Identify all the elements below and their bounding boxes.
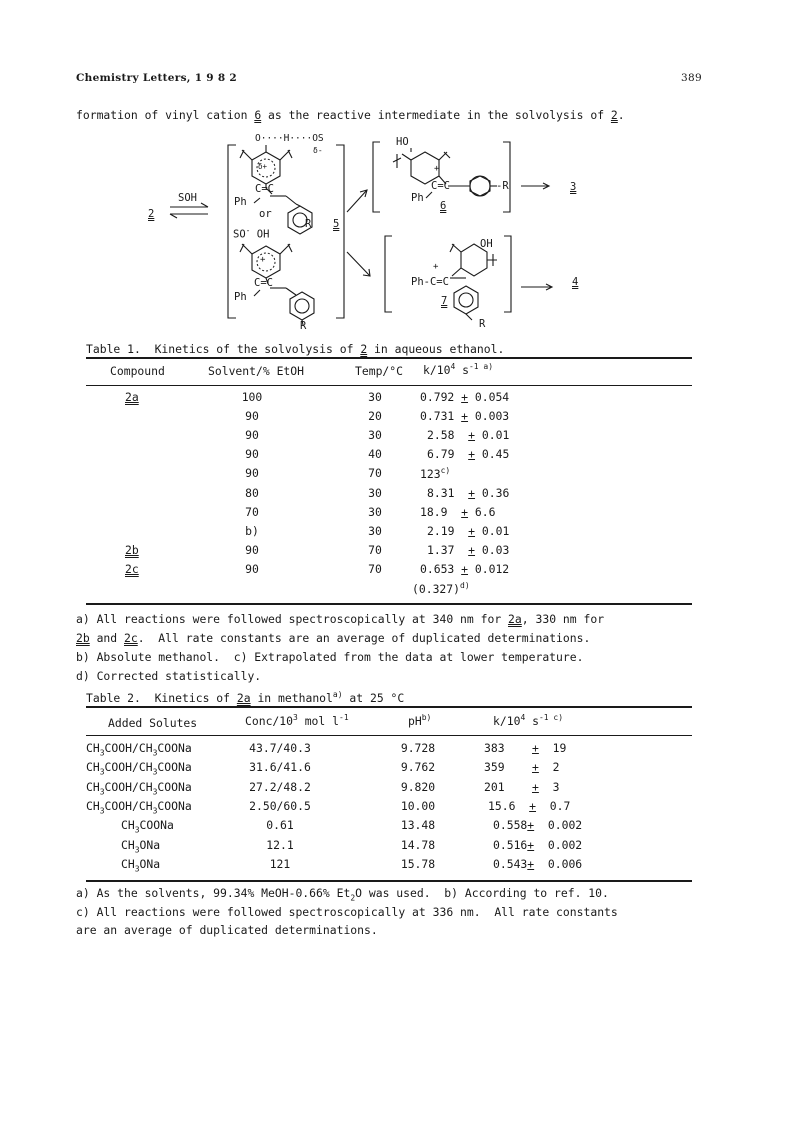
table1-cell-k: 8.31 + 0.36 <box>427 485 510 500</box>
table2-cell-k: 359 + 2 <box>484 760 560 775</box>
table1-cell-temp: 30 <box>368 428 382 443</box>
table1-note-3: b) Absolute methanol. c) Extrapolated from the data at lower temperature. <box>76 650 584 664</box>
table2-header-rule <box>86 735 692 736</box>
scheme-product-4: 4 <box>572 276 579 288</box>
table2-cell-ph: 14.78 <box>400 837 436 852</box>
table1-cell-temp: 30 <box>368 390 382 404</box>
table1-cell-solvent: 90 <box>245 447 259 462</box>
table1-header-k: $k/10^4$ $s^{-1 a)}$ <box>423 362 494 377</box>
table2-cell-solutes: $CH_3ONa$ <box>121 856 161 874</box>
table1-cell-k: 2.19 + 0.01 <box>427 523 510 538</box>
intro-ref-2: 2 <box>610 108 618 122</box>
table2-cell-conc: 0.61 <box>266 818 294 833</box>
table1-cell-compound: 2b <box>125 542 139 557</box>
journal-header: Chemistry Letters, 1 9 8 2 <box>76 72 238 84</box>
table2-header-k: $k/10^4$ $s^{-1 c)}$ <box>493 713 564 728</box>
reaction-scheme <box>0 0 793 340</box>
table2-top-rule <box>86 706 692 708</box>
table2-cell-ph: 9.728 <box>400 741 436 755</box>
scheme-cc-3: C=C- <box>431 180 457 192</box>
intro-before: formation of vinyl cation <box>76 108 255 122</box>
table2-cell-k: 15.6 + 0.7 <box>488 798 571 813</box>
table2-cell-solutes: $CH_3COOH/CH_3COONa$ <box>86 741 192 758</box>
table2-header-ph: $pH^{b)}$ <box>408 713 432 728</box>
scheme-plus-2: + <box>434 164 440 174</box>
scheme-label-7: 7 <box>441 295 448 307</box>
table1-bottom-rule <box>86 603 692 605</box>
table1-cell-solvent: 90 <box>245 428 259 443</box>
table2-cell-ph: 13.48 <box>400 818 436 833</box>
scheme-delta-plus: δ+ <box>258 162 268 171</box>
table1-header-rule <box>86 385 692 386</box>
table1-cell-temp: 70 <box>368 561 382 576</box>
table2-cell-k: 0.543+ 0.006 <box>493 856 583 871</box>
table1-cell-solvent: 90 <box>245 409 259 424</box>
table1-cell-compound: 2a <box>125 390 139 404</box>
table1-header-compound: Compound <box>110 364 165 378</box>
scheme-r-4: -R <box>496 180 509 192</box>
table1-cell-temp: 40 <box>368 447 382 462</box>
table2-note-3: are an average of duplicated determinations. <box>76 923 378 937</box>
table2-cell-conc: 121 <box>269 856 291 871</box>
table1-cell-solvent: b) <box>245 523 259 538</box>
scheme-drawing <box>0 0 793 340</box>
table2-caption: Table 2. Kinetics of 2a in methanol$^{a)}$ at 25 °C <box>86 690 405 705</box>
table2-cell-solutes: $CH_3COOH/CH_3COONa$ <box>86 779 192 796</box>
table1-cell-solvent: 90 <box>245 542 259 557</box>
table1-cell-temp: 30 <box>368 523 382 538</box>
scheme-r-2: R <box>300 320 307 332</box>
scheme-or: or <box>259 208 272 220</box>
table2-cell-conc: 43.7/40.3 <box>249 741 311 755</box>
scheme-plus-3: + <box>433 262 439 272</box>
table1-cell-solvent: 80 <box>245 485 259 500</box>
table1-note-1: a) All reactions were followed spectroscopically at 340 nm for 2a, 330 nm for <box>76 612 605 626</box>
table1-cell-temp: 30 <box>368 485 382 500</box>
intro-ref-6: 6 <box>254 108 262 122</box>
scheme-label-6: 6 <box>440 200 447 212</box>
table1-cell-k: 0.731 + 0.003 <box>420 409 510 424</box>
table1-cell-k: 123$^{c)}$ <box>420 466 451 482</box>
table1-cell-temp: 70 <box>368 542 382 557</box>
table1-cell-solvent: 90 <box>245 466 259 481</box>
scheme-cc-1: C=C <box>255 183 274 195</box>
table1-cell-temp: 30 <box>368 504 382 519</box>
scheme-ph-c-c: Ph-C=C <box>411 276 449 288</box>
table2-header-conc: Conc/$10^3$ mol $l^{-1}$ <box>245 713 349 728</box>
table2-note-2: c) All reactions were followed spectroscopically at 336 nm. All rate constants <box>76 905 618 919</box>
table2-cell-k: 383 + 19 <box>484 741 567 755</box>
scheme-ph-2: Ph <box>234 291 247 303</box>
table1-note-2: 2b and 2c. All rate constants are an average of duplicated determinations. <box>76 631 591 645</box>
scheme-oh: OH <box>480 238 493 250</box>
scheme-r-1: R <box>305 218 312 230</box>
table2-cell-conc: 12.1 <box>266 837 294 852</box>
scheme-reagent-soh: SOH <box>178 192 197 204</box>
table1-cell-temp: 20 <box>368 409 382 424</box>
intro-middle: as the reactive intermediate in the solvolysis of <box>261 108 611 122</box>
table2-cell-solutes: $CH_3COONa$ <box>121 818 174 835</box>
scheme-ph-3: Ph <box>411 192 424 204</box>
table1-cell-k: $(0.327)^{d)}$ <box>412 581 470 596</box>
table1-cell-solvent: 70 <box>245 504 259 519</box>
table2-cell-conc: 27.2/48.2 <box>249 779 311 794</box>
table1-cell-solvent: 100 <box>241 390 263 404</box>
table2-cell-ph: 9.820 <box>400 779 436 794</box>
table1-header-temp: Temp/°C <box>355 364 404 378</box>
table2-cell-solutes: $CH_3ONa$ <box>121 837 161 854</box>
table1-cell-compound: 2c <box>125 561 139 576</box>
table1-note-4: d) Corrected statistically. <box>76 669 262 683</box>
table1-top-rule <box>86 357 692 359</box>
intro-after: . <box>617 108 625 122</box>
table1-cell-solvent: 90 <box>245 561 259 576</box>
scheme-ho: HO <box>396 136 409 148</box>
table2-cell-solutes: $CH_3COOH/CH_3COONa$ <box>86 798 192 816</box>
table2-cell-k: 201 + 3 <box>484 779 560 794</box>
table1-header-solvent: Solvent/% EtOH <box>208 364 305 378</box>
table2-cell-conc: 31.6/41.6 <box>249 760 311 775</box>
scheme-product-3: 3 <box>570 181 577 193</box>
table1-cell-k: 2.58 + 0.01 <box>427 428 510 443</box>
scheme-reactant-2: 2 <box>148 208 155 220</box>
table2-cell-ph: 10.00 <box>400 798 436 813</box>
scheme-so-oh: SO- OH <box>233 226 270 241</box>
table1-cell-k: 0.792 + 0.054 <box>420 390 510 404</box>
table2-note-1: a) As the solvents, 99.34% MeOH-0.66% $Et_2O$ was used. b) According to ref. 10. <box>76 886 609 903</box>
scheme-ph-1: Ph <box>234 196 247 208</box>
table2-cell-k: 0.516+ 0.002 <box>493 837 583 852</box>
scheme-cc-2: C=C <box>254 277 273 289</box>
table2-cell-ph: 9.762 <box>400 760 436 775</box>
table2-cell-solutes: $CH_3COOH/CH_3COONa$ <box>86 760 192 777</box>
scheme-label-5: 5 <box>333 218 340 230</box>
scheme-plus-1: + <box>260 255 266 265</box>
table1-caption: Table 1. Kinetics of the solvolysis of 2 in aqueous ethanol. <box>86 342 505 356</box>
scheme-r-3: R <box>479 318 486 330</box>
table2-cell-conc: 2.50/60.5 <box>249 798 311 813</box>
table1-cell-k: 0.653 + 0.012 <box>420 561 510 576</box>
table2-cell-k: 0.558+ 0.002 <box>493 818 583 833</box>
scheme-h-bond: O····H····OS <box>255 133 324 144</box>
table2-header-solutes: Added Solutes <box>108 716 198 730</box>
page-number: 389 <box>681 72 702 84</box>
table1-cell-k: 1.37 + 0.03 <box>427 542 510 557</box>
table1-cell-k: 6.79 + 0.45 <box>427 447 510 462</box>
table1-cell-k: 18.9 + 6.6 <box>420 504 496 519</box>
table2-cell-ph: 15.78 <box>400 856 436 871</box>
table1-cell-temp: 70 <box>368 466 382 481</box>
scheme-delta-minus: δ- <box>313 146 323 155</box>
table2-bottom-rule <box>86 880 692 882</box>
